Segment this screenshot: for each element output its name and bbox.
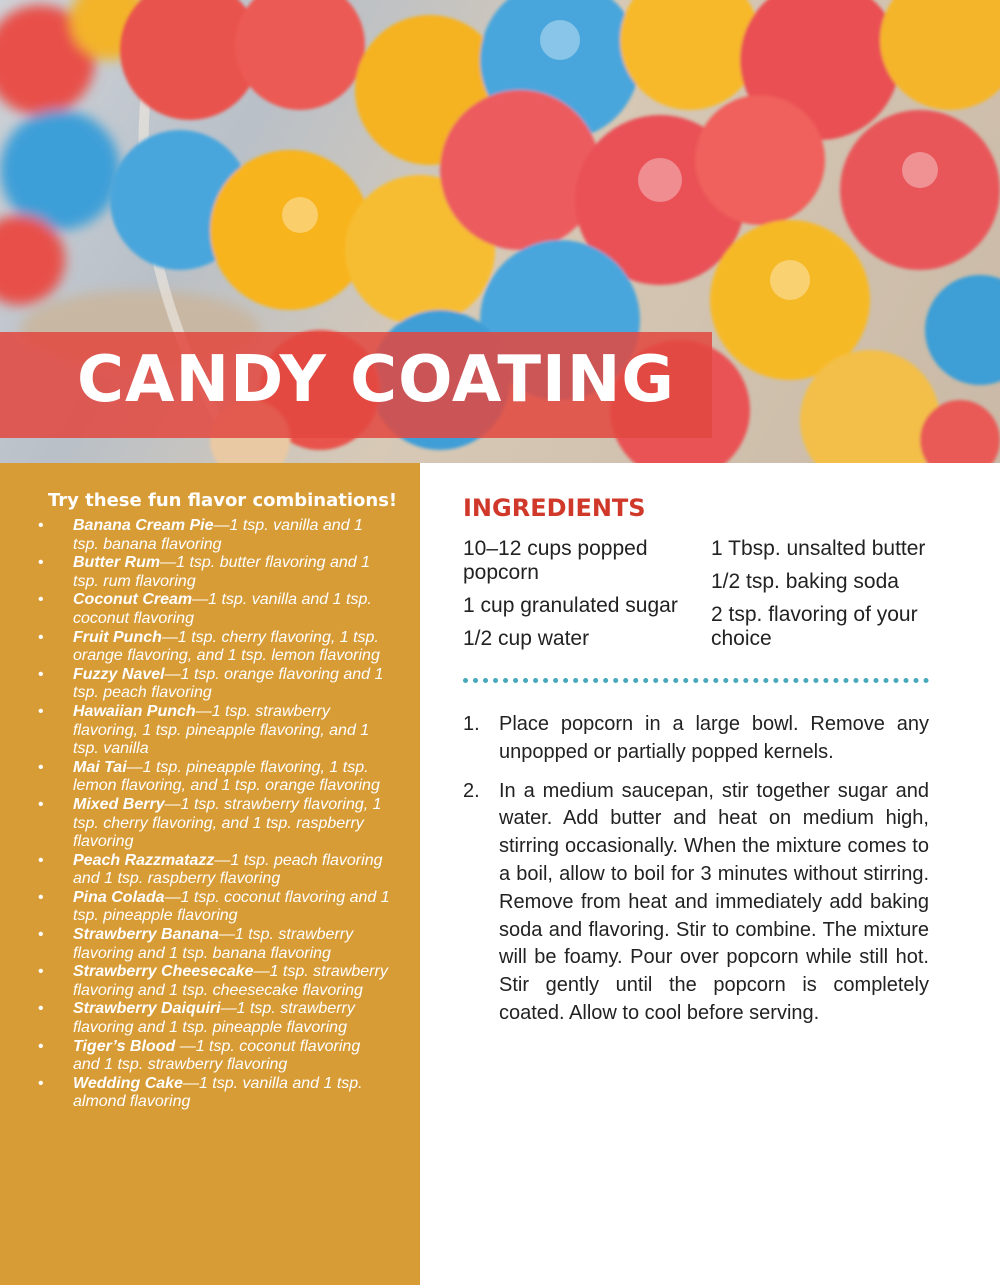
- flavor-name: Strawberry Cheesecake: [73, 963, 254, 981]
- step-text: In a medium saucepan, stir together sugar and water. Add butter and heat on medium high, stirring occasionally. When the mixture comes to a boil, allow to boil for 3 minutes without stirring. Remove from heat and immediately add baking soda and flavoring. Stir to combine. The mixture will be foamy. Pour over popcorn while still hot. Stir gently until the popcorn is completely coated. Allow to cool before serving.: [499, 779, 929, 1024]
- flavor-name: Wedding Cake: [73, 1074, 183, 1092]
- list-item: [38, 1038, 390, 1075]
- ingredient-item: 1/2 cup water: [463, 627, 590, 650]
- list-item: [38, 1075, 390, 1112]
- instruction-step: [463, 778, 929, 1028]
- flavor-name: Hawaiian Punch: [73, 702, 196, 720]
- ingredient-item: 1 Tbsp. unsalted butter: [711, 537, 926, 560]
- bullet-icon: •: [38, 758, 44, 776]
- page-title: CANDY COATING: [77, 343, 675, 417]
- bullet-icon: •: [38, 888, 44, 906]
- list-item: [38, 629, 390, 666]
- ingredient-item: 1 cup granulated sugar: [463, 594, 678, 617]
- list-item: [38, 703, 390, 759]
- flavor-desc: —1 tsp. vanilla and 1 tsp. banana flavoring: [73, 517, 363, 553]
- ingredient-item: 2 tsp. flavoring of your choice: [711, 603, 918, 650]
- bullet-icon: •: [38, 554, 44, 572]
- instruction-step: [463, 711, 929, 767]
- flavor-list: [38, 517, 390, 1112]
- flavor-name: Butter Rum: [73, 554, 161, 572]
- list-item: [38, 926, 390, 963]
- bullet-icon: •: [38, 628, 44, 646]
- flavor-desc: —1 tsp. butter flavoring and 1 tsp. rum flavoring: [73, 554, 371, 590]
- flavor-name: Pina Colada: [73, 888, 165, 906]
- flavor-heading: Try these fun flavor combinations!: [48, 490, 398, 511]
- flavor-name: Mai Tai: [73, 758, 127, 776]
- step-number: 2.: [463, 779, 480, 802]
- bullet-icon: •: [38, 702, 44, 720]
- flavor-name: Strawberry Daiquiri: [73, 1000, 221, 1018]
- ingredient-item: 1/2 tsp. baking soda: [711, 570, 899, 593]
- flavor-name: Peach Razzmatazz: [73, 851, 215, 869]
- bullet-icon: •: [38, 795, 44, 813]
- bullet-icon: •: [38, 926, 44, 944]
- flavor-desc: —1 tsp. strawberry flavoring, 1 tsp. cherry flavoring, and 1 tsp. raspberry flavoring: [73, 795, 382, 851]
- bullet-icon: •: [38, 851, 44, 869]
- flavor-desc: —1 tsp. strawberry flavoring, 1 tsp. pineapple flavoring, and 1 tsp. vanilla: [73, 702, 370, 758]
- flavor-name: Fruit Punch: [73, 628, 162, 646]
- flavor-sidebar: [0, 463, 420, 1285]
- flavor-name: Tiger’s Blood: [73, 1037, 180, 1055]
- list-item: [38, 591, 390, 628]
- flavor-desc: —1 tsp. strawberry flavoring and 1 tsp. pineapple flavoring: [73, 1000, 355, 1037]
- list-item: [38, 517, 390, 554]
- list-item: [38, 796, 390, 852]
- list-item: [38, 852, 390, 889]
- list-item: [38, 554, 390, 591]
- flavor-name: Strawberry Banana: [73, 926, 219, 944]
- flavor-desc: —1 tsp. coconut flavoring and 1 tsp. strawberry flavoring: [73, 1037, 361, 1074]
- bullet-icon: •: [38, 665, 44, 683]
- instructions-list: [463, 711, 929, 1039]
- step-text: Place popcorn in a large bowl. Remove any unpopped or partially popped kernels.: [499, 713, 929, 763]
- list-item: [38, 666, 390, 703]
- flavor-desc: —1 tsp. cherry flavoring, 1 tsp. orange flavoring, and 1 tsp. lemon flavoring: [73, 628, 380, 665]
- bullet-icon: •: [38, 963, 44, 981]
- bullet-icon: •: [38, 1000, 44, 1018]
- list-item: [38, 1000, 390, 1037]
- step-number: 1.: [463, 713, 480, 735]
- flavor-name: Coconut Cream: [73, 591, 193, 609]
- bullet-icon: •: [38, 591, 44, 609]
- flavor-desc: —1 tsp. vanilla and 1 tsp. almond flavoring: [73, 1074, 363, 1111]
- flavor-name: Banana Cream Pie: [73, 517, 214, 534]
- flavor-name: Fuzzy Navel: [73, 665, 165, 683]
- flavor-name: Mixed Berry: [73, 795, 165, 813]
- flavor-desc: —1 tsp. strawberry flavoring and 1 tsp. banana flavoring: [73, 926, 354, 962]
- flavor-desc: —1 tsp. peach flavoring and 1 tsp. raspberry flavoring: [73, 851, 383, 888]
- list-item: [38, 889, 390, 926]
- list-item: [38, 759, 390, 796]
- bullet-icon: •: [38, 517, 44, 534]
- flavor-desc: —1 tsp. pineapple flavoring, 1 tsp. lemon flavoring, and 1 tsp. orange flavoring: [73, 758, 380, 795]
- bullet-icon: •: [38, 1074, 44, 1092]
- ingredient-item: 10–12 cups popped popcorn: [463, 537, 648, 584]
- dotted-divider: [463, 678, 929, 683]
- flavor-desc: —1 tsp. strawberry flavoring and 1 tsp. cheesecake flavoring: [73, 963, 388, 999]
- ingredients-heading: INGREDIENTS: [463, 494, 646, 522]
- list-item: [38, 963, 390, 1000]
- flavor-desc: —1 tsp. coconut flavoring and 1 tsp. pineapple flavoring: [73, 888, 390, 925]
- ingredients-right-column: [711, 537, 941, 660]
- flavor-desc: —1 tsp. vanilla and 1 tsp. coconut flavoring: [73, 591, 372, 627]
- flavor-desc: —1 tsp. orange flavoring and 1 tsp. peach flavoring: [73, 665, 384, 702]
- bullet-icon: •: [38, 1037, 44, 1055]
- ingredients-left-column: [463, 537, 699, 660]
